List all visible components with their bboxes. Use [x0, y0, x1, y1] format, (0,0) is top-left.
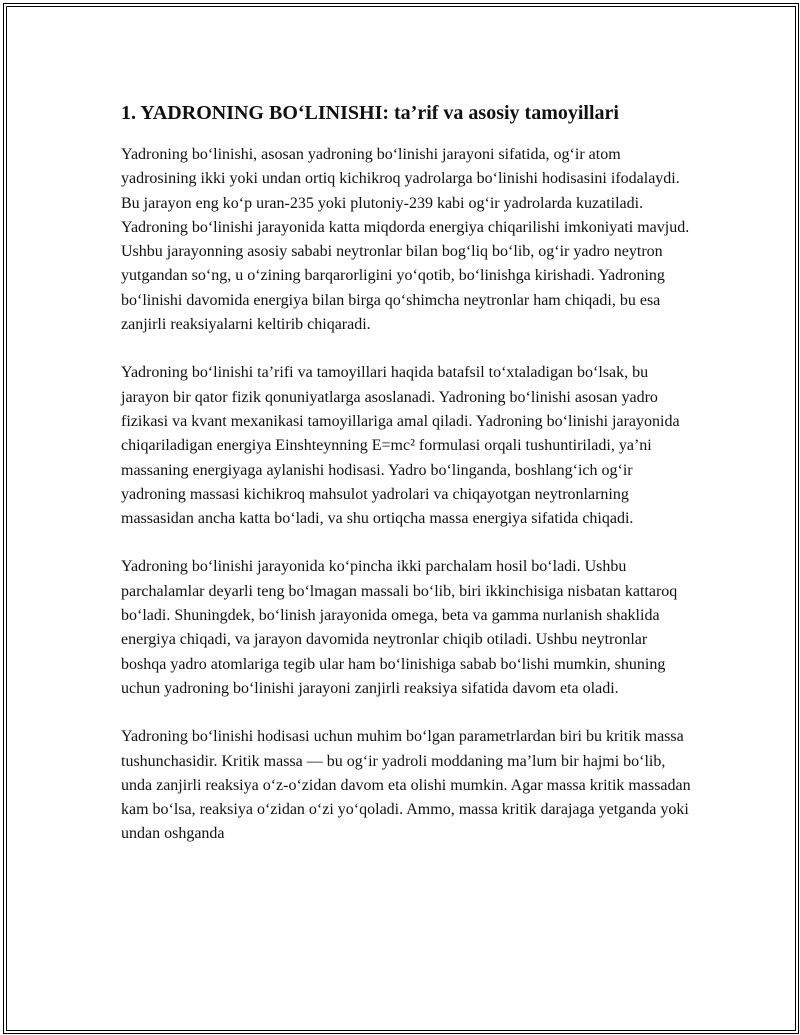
- page-border: [3, 3, 799, 1034]
- document-body: [121, 99, 691, 871]
- paragraph-2: Yadroning bo‘linishi ta’rifi va tamoyillari haqida batafsil to‘xtaladigan bo‘lsak, bu jarayon bir qator fizik qonuniyatlarga asoslanadi. Yadroning bo‘linishi asosan yadro fizikasi va kvant mexanikasi tamoyillariga amal qiladi. Yadroning bo‘linishi jarayonida chiqariladigan energiya Einshteynning E=mc² formulasi orqali tushuntiriladi, ya’ni massaning energiyaga aylanishi hodisasi. Yadro bo‘linganda, boshlang‘ich og‘ir yadroning massasi kichikroq mahsulot yadrolari va chiqayotgan neytronlarning massasidan ancha katta bo‘ladi, va shu ortiqcha massa energiya sifatida chiqadi.: [121, 364, 680, 528]
- paragraph-1: Yadroning bo‘linishi, asosan yadroning bo‘linishi jarayoni sifatida, og‘ir atom yadrosining ikki yoki undan ortiq kichikroq yadrolarga bo‘linishi hodisasini ifodalaydi. Bu jarayon eng ko‘p uran-235 yoki plutoniy-239 kabi og‘ir yadrolarda kuzatiladi. Yadroning bo‘linishi jarayonida katta miqdorda energiya chiqarilishi imkoniyati mavjud. Ushbu jarayonning asosiy sababi neytronlar bilan bog‘liq bo‘lib, og‘ir yadro neytron yutgandan so‘ng, u o‘zining barqarorligini yo‘qotib, bo‘linishga kirishadi. Yadroning bo‘linishi davomida energiya bilan birga qo‘shimcha neytronlar ham chiqadi, bu esa zanjirli reaksiyalarni keltirib chiqaradi.: [121, 146, 690, 334]
- paragraph-4: Yadroning bo‘linishi hodisasi uchun muhim bo‘lgan parametrlardan biri bu kritik massa tushunchasidir. Kritik massa — bu og‘ir yadroli moddaning ma’lum bir hajmi bo‘lib, unda zanjirli reaksiya o‘z-o‘zidan davom eta olishi mumkin. Agar massa kritik massadan kam bo‘lsa, reaksiya o‘zidan o‘zi yo‘qoladi. Ammo, massa kritik darajaga yetganda yoki undan oshganda: [121, 728, 691, 843]
- page: [7, 7, 795, 1030]
- paragraph-3: Yadroning bo‘linishi jarayonida ko‘pincha ikki parchalam hosil bo‘ladi. Ushbu parchalamlar deyarli teng bo‘lmagan massali bo‘lib, biri ikkinchisiga nisbatan kattaroq bo‘ladi. Shuningdek, bo‘linish jarayonida omega, beta va gamma nurlanish shaklida energiya chiqadi, va jarayon davomida neytronlar chiqib otiladi. Ushbu neytronlar boshqa yadro atomlariga tegib ular ham bo‘linishiga sabab bo‘lishi mumkin, shuning uchun yadroning bo‘linishi jarayoni zanjirli reaksiya sifatida davom eta oladi.: [121, 558, 678, 697]
- section-heading: 1. YADRONING BO‘LINISHI: ta’rif va asosiy tamoyillari: [121, 102, 619, 124]
